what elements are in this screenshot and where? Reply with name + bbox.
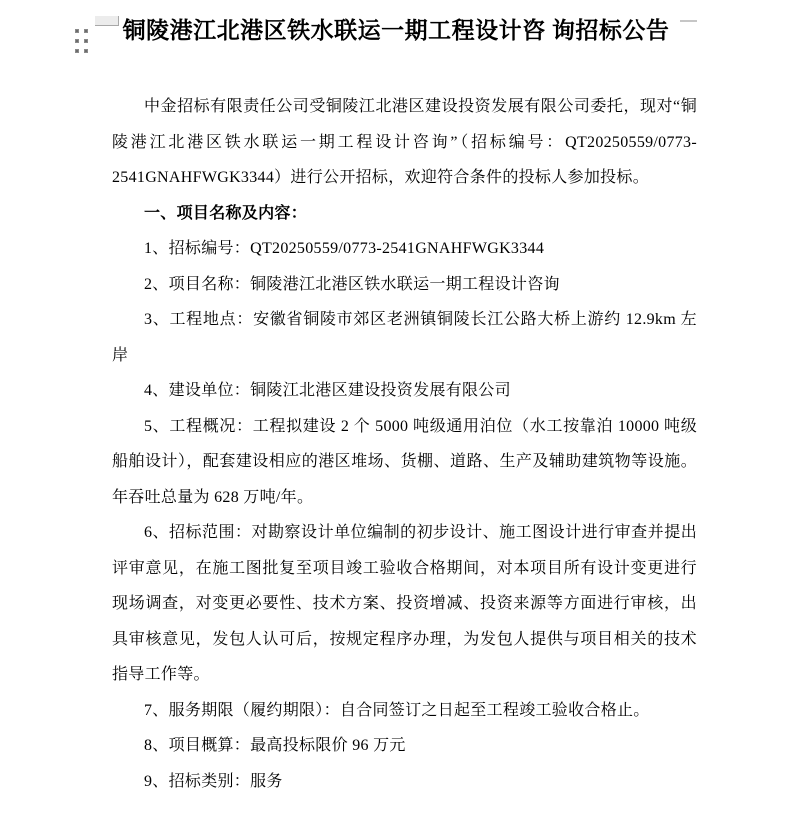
drag-handle-dot bbox=[84, 49, 88, 53]
item-project-budget: 8、项目概算：最高投标限价 96 万元 bbox=[144, 737, 406, 754]
drag-handle-dot bbox=[75, 29, 79, 33]
drag-handle-dot bbox=[84, 29, 88, 33]
item-project-name: 2、项目名称：铜陵港江北港区铁水联运一期工程设计咨询 bbox=[144, 275, 560, 293]
item-project-overview: 5、工程概况：工程拟建设 2 个 5000 吨级通用泊位（水工按靠泊 10000 吨级船舶设计），配套建设相应的港区堆场、货棚、道路、生产及辅助建筑物等设施。年吞吐总量为 628 万吨/年。 bbox=[112, 417, 697, 506]
drag-handle-dots-icon[interactable] bbox=[75, 29, 89, 54]
item-project-location: 3、工程地点：安徽省铜陵市郊区老洲镇铜陵长江公路大桥上游约 12.9km 左岸 bbox=[112, 311, 697, 364]
intro-paragraph: 中金招标有限责任公司受铜陵江北港区建设投资发展有限公司委托，现对“铜陵港江北港区铁水联运一期工程设计咨询”（招标编号：QT20250559/0773-2541GNAHFWGK3344）进行公开招标，欢迎符合条件的投标人参加投标。 bbox=[112, 98, 697, 186]
section-heading: 一、项目名称及内容： bbox=[144, 204, 308, 222]
drag-handle-dot bbox=[75, 49, 79, 53]
margin-boundary-mark bbox=[680, 20, 697, 22]
drag-handle-dot bbox=[75, 39, 79, 43]
item-construction-unit: 4、建设单位：铜陵江北港区建设投资发展有限公司 bbox=[144, 382, 511, 399]
document-body bbox=[112, 89, 697, 799]
document-title: 铜陵港江北港区铁水联运一期工程设计咨 询招标公告 bbox=[122, 18, 670, 43]
page-corner-mark bbox=[95, 16, 119, 26]
drag-handle-dot bbox=[84, 39, 88, 43]
item-tender-number: 1、招标编号：QT20250559/0773-2541GNAHFWGK3344 bbox=[144, 240, 545, 257]
item-tender-scope: 6、招标范围：对勘察设计单位编制的初步设计、施工图设计进行审查并提出评审意见，在施工图批复至项目竣工验收合格期间，对本项目所有设计变更进行现场调查，对变更必要性、技术方案、投资增减、投资来源等方面进行审核，出具审核意见，发包人认可后，按规定程序办理，为发包人提供与项目相关的技术指导工作等。 bbox=[112, 524, 697, 683]
item-service-period: 7、服务期限（履约期限）：自合同签订之日起至工程竣工验收合格止。 bbox=[144, 701, 650, 719]
item-tender-category: 9、招标类别：服务 bbox=[144, 772, 283, 790]
